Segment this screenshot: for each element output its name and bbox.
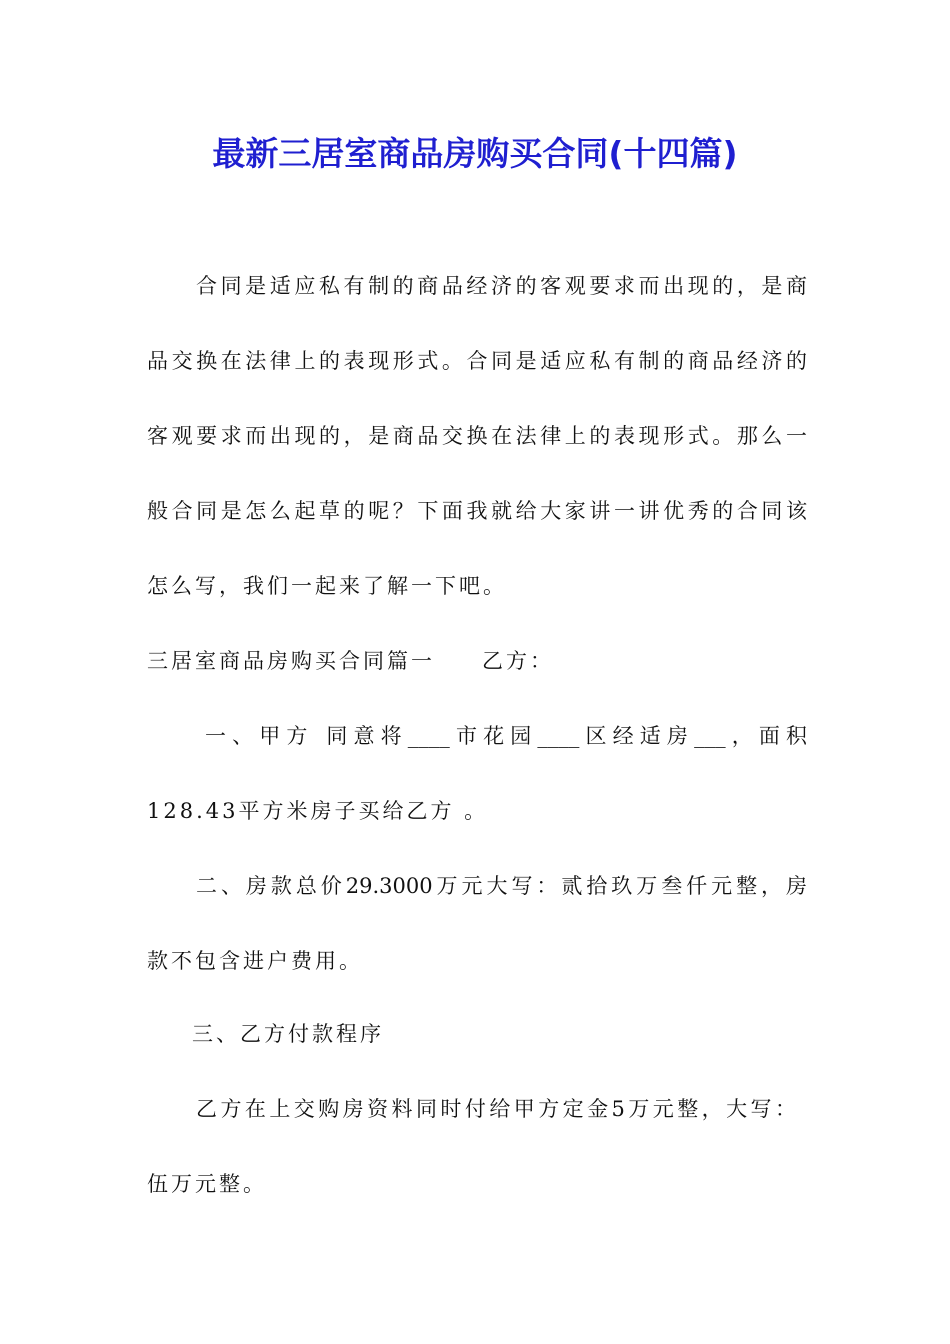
clause-2-line: 二、房款总价29.3000万元大写：贰拾玖万叁仟元整，房 — [196, 874, 807, 898]
clause-3-line: 乙方在上交购房资料同时付给甲方定金5万元整，大写： — [196, 1097, 796, 1121]
section-heading: 三居室商品房购买合同篇一 — [147, 649, 435, 673]
clause-1-line: 一、甲方 同意将____市花园____区经适房___，面积 — [205, 724, 807, 748]
clause-2-line: 款不包含进户费用。 — [147, 949, 363, 973]
clause-3-line: 伍万元整。 — [147, 1172, 267, 1196]
clause-3-heading: 三、乙方付款程序 — [192, 1022, 384, 1046]
intro-line: 客观要求而出现的，是商品交换在法律上的表现形式。那么一 — [147, 424, 807, 448]
intro-line: 合同是适应私有制的商品经济的客观要求而出现的，是商 — [196, 274, 807, 298]
intro-line: 般合同是怎么起草的呢？下面我就给大家讲一讲优秀的合同该 — [147, 499, 807, 523]
party-b-label: 乙方： — [482, 649, 554, 673]
document-title: 最新三居室商品房购买合同(十四篇) — [212, 134, 738, 173]
intro-line: 怎么写，我们一起来了解一下吧。 — [147, 574, 507, 598]
clause-1-line: 128.43平方米房子买给乙方 。 — [147, 799, 489, 823]
intro-line: 品交换在法律上的表现形式。合同是适应私有制的商品经济的 — [147, 349, 807, 373]
